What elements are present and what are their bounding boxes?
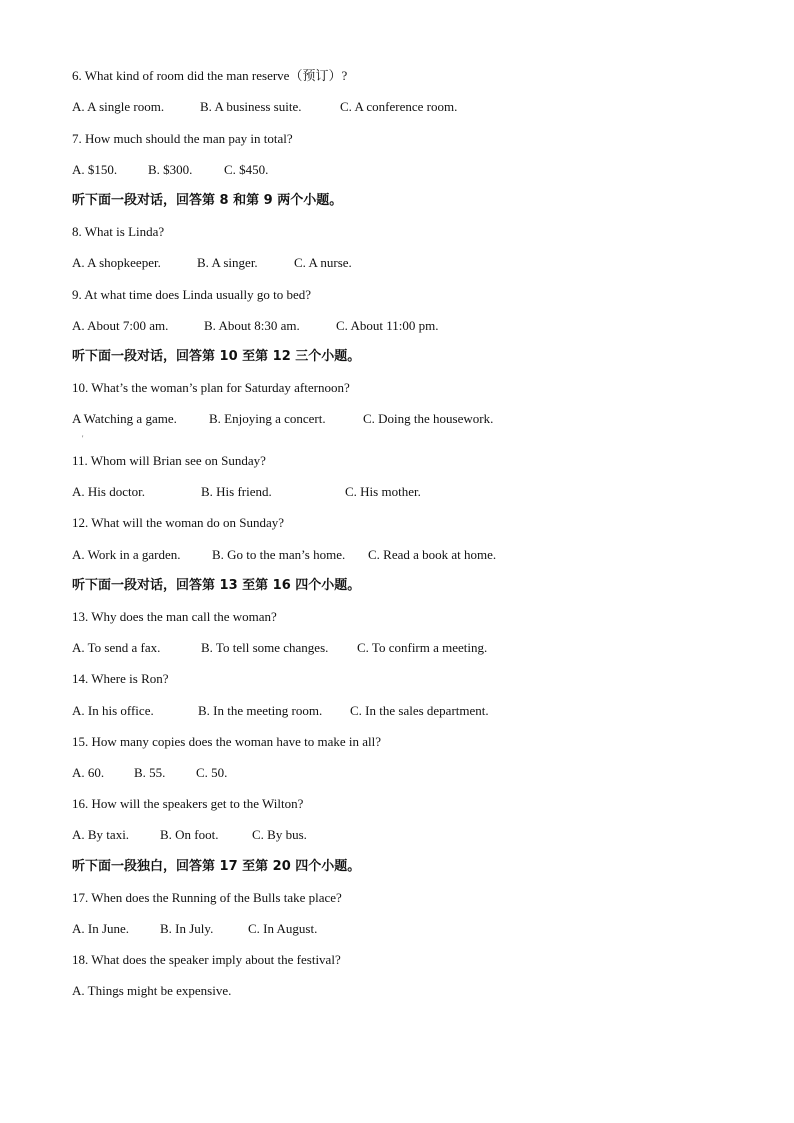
option-9a: A. About 7:00 am. bbox=[72, 318, 169, 333]
option-10a: A Watching a game. bbox=[72, 411, 177, 426]
option-8c: C. A nurse. bbox=[294, 255, 352, 270]
option-12b: B. Go to the man’s home. bbox=[212, 547, 346, 562]
option-13a: A. To send a fax. bbox=[72, 640, 161, 655]
question-10: 10. What’s the woman’s plan for Saturday afternoon? bbox=[72, 380, 350, 395]
option-7b: B. $300. bbox=[148, 162, 193, 177]
section-header-10-12: 听下面一段对话，回答第 10 至第 12 三个小题。 bbox=[72, 349, 361, 364]
option-17c: C. In August. bbox=[248, 921, 318, 936]
option-15a: A. 60. bbox=[72, 765, 105, 780]
section-header-17-20: 听下面一段独白，回答第 17 至第 20 四个小题。 bbox=[72, 859, 361, 874]
option-14b: B. In the meeting room. bbox=[198, 703, 323, 718]
section-header-8-9: 听下面一段对话，回答第 8 和第 9 两个小题。 bbox=[72, 193, 343, 208]
question-16: 16. How will the speakers get to the Wilton? bbox=[72, 796, 304, 811]
question-11: 11. Whom will Brian see on Sunday? bbox=[72, 453, 266, 468]
option-11a: A. His doctor. bbox=[72, 484, 145, 499]
option-7c: C. $450. bbox=[224, 162, 269, 177]
option-13c: C. To confirm a meeting. bbox=[357, 640, 488, 655]
option-7a: A. $150. bbox=[72, 162, 118, 177]
question-15: 15. How many copies does the woman have to make in all? bbox=[72, 734, 382, 749]
option-10b: B. Enjoying a concert. bbox=[209, 411, 326, 426]
option-11c: C. His mother. bbox=[345, 484, 421, 499]
question-17: 17. When does the Running of the Bulls take place? bbox=[72, 890, 342, 905]
question-13: 13. Why does the man call the woman? bbox=[72, 609, 277, 624]
option-16a: A. By taxi. bbox=[72, 827, 130, 842]
option-14a: A. In his office. bbox=[72, 703, 154, 718]
option-6b: B. A business suite. bbox=[200, 99, 302, 114]
option-6a: A. A single room. bbox=[72, 99, 165, 114]
question-8: 8. What is Linda? bbox=[72, 224, 165, 239]
option-12c: C. Read a book at home. bbox=[368, 547, 497, 562]
option-9c: C. About 11:00 pm. bbox=[336, 318, 439, 333]
question-6: 6. What kind of room did the man reserve（预订）? bbox=[72, 68, 348, 83]
question-14: 14. Where is Ron? bbox=[72, 671, 169, 686]
option-17b: B. In July. bbox=[160, 921, 214, 936]
option-15c: C. 50. bbox=[196, 765, 228, 780]
option-18a: A. Things might be expensive. bbox=[72, 983, 232, 998]
option-15b: B. 55. bbox=[134, 765, 166, 780]
option-13b: B. To tell some changes. bbox=[201, 640, 329, 655]
option-6c: C. A conference room. bbox=[340, 99, 458, 114]
option-10c: C. Doing the housework. bbox=[363, 411, 494, 426]
section-header-13-16: 听下面一段对话，回答第 13 至第 16 四个小题。 bbox=[72, 578, 361, 593]
question-9: 9. At what time does Linda usually go to bed? bbox=[72, 287, 312, 302]
question-12: 12. What will the woman do on Sunday? bbox=[72, 515, 285, 530]
option-11b: B. His friend. bbox=[201, 484, 272, 499]
question-7: 7. How much should the man pay in total? bbox=[72, 131, 293, 146]
option-16c: C. By bus. bbox=[252, 827, 307, 842]
option-8b: B. A singer. bbox=[197, 255, 258, 270]
option-14c: C. In the sales department. bbox=[350, 703, 489, 718]
stray-tick-mark: ' bbox=[82, 434, 84, 443]
option-9b: B. About 8:30 am. bbox=[204, 318, 300, 333]
option-17a: A. In June. bbox=[72, 921, 130, 936]
option-8a: A. A shopkeeper. bbox=[72, 255, 161, 270]
option-16b: B. On foot. bbox=[160, 827, 219, 842]
question-18: 18. What does the speaker imply about the festival? bbox=[72, 952, 341, 967]
option-12a: A. Work in a garden. bbox=[72, 547, 181, 562]
